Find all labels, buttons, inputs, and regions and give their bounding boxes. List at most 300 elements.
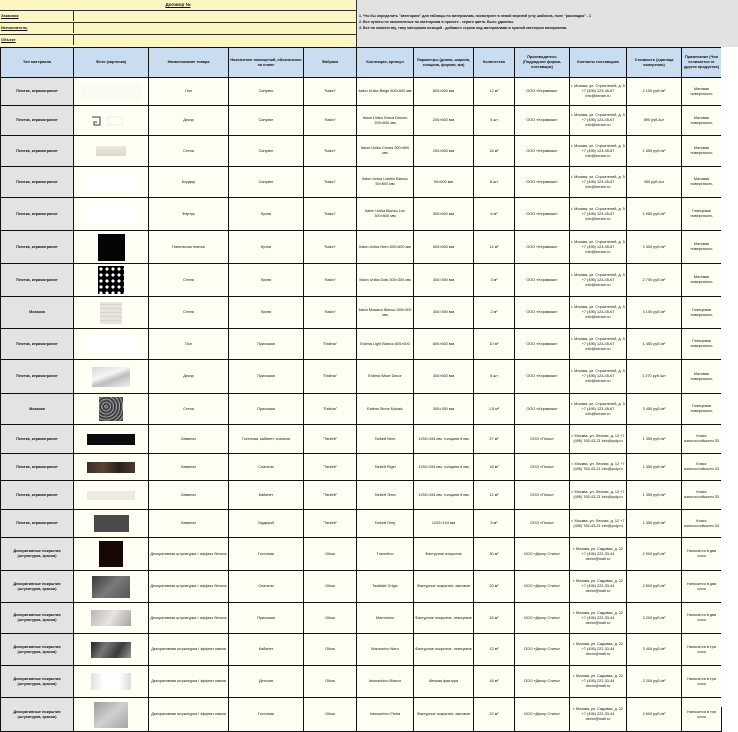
cell-qty[interactable]: 12 м² xyxy=(474,634,515,666)
cell-contacts[interactable]: г. Москва, ул. Строителей, д. 5 +7 (495) 123-45-67 info@keram.ru xyxy=(570,106,627,136)
cell-category[interactable]: Плитка, керамогранит xyxy=(1,454,74,481)
cell-name[interactable]: Ламинат xyxy=(149,481,229,510)
material-photo xyxy=(99,541,123,567)
photo-cell[interactable] xyxy=(74,538,149,571)
cell-name[interactable]: Фартук xyxy=(149,198,229,231)
cell-collection[interactable]: Italon Unika Dots 300×300 мм xyxy=(357,264,414,297)
table-row xyxy=(1,538,722,571)
cell-room[interactable]: Кухня xyxy=(229,231,304,264)
cell-room[interactable]: Кабинет xyxy=(229,481,304,510)
cell-qty[interactable]: 8 шт xyxy=(474,167,515,198)
cell-params[interactable]: Фактурное покрытие, глянцевое xyxy=(414,603,474,634)
photo-cell[interactable] xyxy=(74,394,149,425)
cell-factory[interactable]: "Estima" xyxy=(304,394,357,425)
cell-name[interactable]: Ламинат xyxy=(149,454,229,481)
cell-price[interactable]: 1 980 руб./м² xyxy=(627,198,682,231)
column-header: Стоимость (единица измерения) xyxy=(627,48,682,78)
cell-price[interactable]: 1 650 руб./м² xyxy=(627,136,682,167)
cell-supplier[interactable]: ООО «Декор Стиль» xyxy=(515,603,570,634)
cell-name[interactable]: Декор xyxy=(149,106,229,136)
photo-cell[interactable] xyxy=(74,634,149,666)
cell-name[interactable]: Напольная плитка xyxy=(149,231,229,264)
photo-cell[interactable] xyxy=(74,454,149,481)
cell-category[interactable]: Плитка, керамогранит xyxy=(1,264,74,297)
photo-cell[interactable] xyxy=(74,510,149,538)
cell-collection[interactable]: Marmorino Nero xyxy=(357,634,414,666)
cell-note[interactable]: Наносится в два слоя xyxy=(682,603,722,634)
cell-params[interactable]: Мелкая фактура xyxy=(414,666,474,698)
cell-factory[interactable]: Oikos xyxy=(304,538,357,571)
contractor-field[interactable] xyxy=(73,23,357,33)
cell-qty[interactable]: 6 шт xyxy=(474,360,515,394)
cell-category[interactable]: Мозаика xyxy=(1,394,74,425)
cell-room[interactable]: Гостиная, кабинет, спальня xyxy=(229,425,304,454)
cell-contacts[interactable]: г. Москва, ул. Строителей, д. 5 +7 (495) 123-45-67 info@keram.ru xyxy=(570,136,627,167)
cell-contacts[interactable]: г. Москва, ул. Строителей, д. 5 +7 (495) 123-45-67 info@keram.ru xyxy=(570,360,627,394)
cell-params[interactable]: 1292×194 мм, толщина 8 мм xyxy=(414,425,474,454)
cell-name[interactable]: Декоративная штукатурка / эффект бетона xyxy=(149,571,229,603)
cell-contacts[interactable]: г. Москва, ул. Садовая, д. 22 +7 (495) 222-33-44 decor@mail.ru xyxy=(570,666,627,698)
cell-collection[interactable]: Estima Stone Mosaic xyxy=(357,394,414,425)
cell-name[interactable]: Стена xyxy=(149,297,229,329)
cell-supplier[interactable]: ООО «Полы» xyxy=(515,510,570,538)
cell-category[interactable]: Плитка, керамогранит xyxy=(1,136,74,167)
cell-category[interactable]: Плитка, керамогранит xyxy=(1,198,74,231)
cell-supplier[interactable]: ООО «Керамика» xyxy=(515,264,570,297)
table-row xyxy=(1,297,722,329)
cell-qty[interactable]: 15 м² xyxy=(474,603,515,634)
cell-room[interactable]: Спальня xyxy=(229,571,304,603)
cell-category[interactable]: Плитка, керамогранит xyxy=(1,231,74,264)
cell-note[interactable]: Наносится в два слоя xyxy=(682,571,722,603)
photo-cell[interactable] xyxy=(74,329,149,360)
sheet-margin xyxy=(721,47,738,707)
column-header: Контакты поставщика xyxy=(570,48,627,78)
cell-factory[interactable]: "Tarkett" xyxy=(304,510,357,538)
cell-collection[interactable]: Tarkett Nero xyxy=(357,425,414,454)
cell-supplier[interactable]: ООО «Керамика» xyxy=(515,106,570,136)
cell-contacts[interactable]: г. Москва, ул. Строителей, д. 5 +7 (495) 123-45-67 info@keram.ru xyxy=(570,198,627,231)
cell-note[interactable]: Глянцевая поверхность xyxy=(682,297,722,329)
photo-cell[interactable] xyxy=(74,136,149,167)
material-photo xyxy=(94,702,128,728)
cell-note[interactable]: Класс износостойкости 33 xyxy=(682,481,722,510)
material-photo xyxy=(92,367,130,387)
cell-name[interactable]: Декор xyxy=(149,360,229,394)
cell-factory[interactable]: Oikos xyxy=(304,698,357,732)
document-header xyxy=(0,0,356,47)
cell-factory[interactable]: "Italon" xyxy=(304,264,357,297)
cell-name[interactable]: Пол xyxy=(149,329,229,360)
photo-cell[interactable] xyxy=(74,603,149,634)
cell-price[interactable]: 450 руб./шт xyxy=(627,167,682,198)
cell-supplier[interactable]: ООО «Керамика» xyxy=(515,78,570,106)
table-row xyxy=(1,360,722,394)
cell-category[interactable]: Декоративные покрытия (штукатурка, краски) xyxy=(1,538,74,571)
cell-qty[interactable]: 2 м² xyxy=(474,297,515,329)
cell-category[interactable]: Плитка, керамогранит xyxy=(1,481,74,510)
cell-supplier[interactable]: ООО «Полы» xyxy=(515,481,570,510)
cell-supplier[interactable]: ООО «Полы» xyxy=(515,425,570,454)
cell-room[interactable]: Кухня xyxy=(229,198,304,231)
instructions-panel xyxy=(356,0,738,47)
cell-params[interactable]: 1292×194 мм, толщина 8 мм xyxy=(414,454,474,481)
table-row xyxy=(1,481,722,510)
photo-cell[interactable] xyxy=(74,167,149,198)
material-photo xyxy=(92,576,130,598)
cell-supplier[interactable]: ООО «Керамика» xyxy=(515,394,570,425)
photo-cell[interactable] xyxy=(74,481,149,510)
cell-params[interactable]: 200×600 мм xyxy=(414,106,474,136)
material-photo xyxy=(91,610,131,626)
table-row xyxy=(1,454,722,481)
material-photo xyxy=(91,642,131,658)
cell-category[interactable]: Декоративные покрытия (штукатурка, краски) xyxy=(1,571,74,603)
table-row xyxy=(1,231,722,264)
cell-contacts[interactable]: г. Москва, ул. Садовая, д. 22 +7 (495) 222-33-44 decor@mail.ru xyxy=(570,698,627,732)
cell-name[interactable]: Стена xyxy=(149,136,229,167)
cell-params[interactable]: 600×600 мм xyxy=(414,329,474,360)
cell-price[interactable]: 2 500 руб./м² xyxy=(627,571,682,603)
materials-table xyxy=(0,47,722,732)
cell-qty[interactable]: 3 м² xyxy=(474,264,515,297)
cell-note[interactable]: Матовая поверхность xyxy=(682,136,722,167)
cell-collection[interactable]: Travertino xyxy=(357,538,414,571)
table-row xyxy=(1,603,722,634)
cell-category[interactable]: Декоративные покрытия (штукатурка, краски) xyxy=(1,603,74,634)
table-row xyxy=(1,106,722,136)
cell-price[interactable]: 890 руб./шт xyxy=(627,106,682,136)
cell-price[interactable]: 1 350 руб./м² xyxy=(627,510,682,538)
cell-contacts[interactable]: г. Москва, ул. Лесная, д. 12 +7 (495) 765-43-21 info@poly.ru xyxy=(570,425,627,454)
cell-name[interactable]: Декоративная штукатурка / эффект бетона xyxy=(149,538,229,571)
cell-factory[interactable]: Oikos xyxy=(304,571,357,603)
cell-contacts[interactable]: г. Москва, ул. Строителей, д. 5 +7 (495) 123-45-67 info@keram.ru xyxy=(570,329,627,360)
cell-category[interactable]: Декоративные покрытия (штукатурка, краски) xyxy=(1,698,74,732)
cell-params[interactable]: Фактурное покрытие xyxy=(414,538,474,571)
cell-note[interactable]: Матовая поверхность xyxy=(682,167,722,198)
cell-supplier[interactable]: ООО «Декор Стиль» xyxy=(515,538,570,571)
column-header: Примечание (Чем отличается от других продуктов) xyxy=(682,48,722,78)
cell-collection[interactable]: Italon Unika Bianco Lux 300×600 мм xyxy=(357,198,414,231)
cell-price[interactable]: 2 400 руб./м² xyxy=(627,231,682,264)
cell-factory[interactable]: "Italon" xyxy=(304,167,357,198)
cell-qty[interactable]: 20 м² xyxy=(474,571,515,603)
cell-contacts[interactable]: г. Москва, ул. Лесная, д. 12 +7 (495) 765-43-21 info@poly.ru xyxy=(570,510,627,538)
cell-contacts[interactable]: г. Москва, ул. Лесная, д. 12 +7 (495) 765-43-21 info@poly.ru xyxy=(570,481,627,510)
cell-name[interactable]: Декоративная штукатурка / эффект бетона xyxy=(149,603,229,634)
cell-note[interactable]: Наносится в три слоя xyxy=(682,698,722,732)
cell-factory[interactable]: "Italon" xyxy=(304,136,357,167)
cell-price[interactable]: 2 700 руб./м² xyxy=(627,264,682,297)
cell-params[interactable]: 600×600 мм xyxy=(414,78,474,106)
cell-qty[interactable]: 4 шт xyxy=(474,106,515,136)
cell-note[interactable]: Матовая поверхность xyxy=(682,360,722,394)
cell-note[interactable]: Матовая поверхность xyxy=(682,106,722,136)
cell-factory[interactable]: "Italon" xyxy=(304,198,357,231)
cell-price[interactable]: 3 100 руб./м² xyxy=(627,297,682,329)
cell-name[interactable]: Декоративная штукатурка / эффект камня xyxy=(149,698,229,732)
cell-qty[interactable]: 16 м² xyxy=(474,454,515,481)
cell-name[interactable]: Ламинат xyxy=(149,425,229,454)
cell-supplier[interactable]: ООО «Декор Стиль» xyxy=(515,698,570,732)
cell-factory[interactable]: "Italon" xyxy=(304,231,357,264)
cell-room[interactable]: Гостиная xyxy=(229,538,304,571)
cell-price[interactable]: 3 400 руб./м² xyxy=(627,634,682,666)
cell-qty[interactable]: 14 м² xyxy=(474,231,515,264)
cell-price[interactable]: 2 200 руб./м² xyxy=(627,666,682,698)
cell-room[interactable]: Спальня xyxy=(229,454,304,481)
cell-supplier[interactable]: ООО «Керамика» xyxy=(515,167,570,198)
cell-params[interactable]: 300×600 мм xyxy=(414,360,474,394)
cell-price[interactable]: 2 900 руб./м² xyxy=(627,538,682,571)
cell-qty[interactable]: 5 м² xyxy=(474,510,515,538)
cell-collection[interactable]: Marmorino xyxy=(357,603,414,634)
cell-note[interactable]: Глянцевая поверхность xyxy=(682,329,722,360)
table-row xyxy=(1,634,722,666)
cell-room[interactable]: Кухня xyxy=(229,264,304,297)
object-field[interactable] xyxy=(73,35,357,45)
photo-cell[interactable] xyxy=(74,106,149,136)
cell-price[interactable]: 3 450 руб./м² xyxy=(627,394,682,425)
cell-category[interactable]: Декоративные покрытия (штукатурка, краски) xyxy=(1,666,74,698)
cell-contacts[interactable]: г. Москва, ул. Садовая, д. 22 +7 (495) 222-33-44 decor@mail.ru xyxy=(570,634,627,666)
cell-factory[interactable]: Oikos xyxy=(304,666,357,698)
cell-category[interactable]: Плитка, керамогранит xyxy=(1,360,74,394)
cell-price[interactable]: 1 270 руб./шт xyxy=(627,360,682,394)
cell-supplier[interactable]: ООО «Керамика» xyxy=(515,231,570,264)
table-row xyxy=(1,167,722,198)
cell-contacts[interactable]: г. Москва, ул. Строителей, д. 5 +7 (495) 123-45-67 info@keram.ru xyxy=(570,394,627,425)
photo-cell[interactable] xyxy=(74,231,149,264)
cell-room[interactable]: Прихожая xyxy=(229,394,304,425)
cell-supplier[interactable]: ООО «Керамика» xyxy=(515,136,570,167)
cell-params[interactable]: 300×300 мм xyxy=(414,394,474,425)
cell-note[interactable]: Матовая поверхность xyxy=(682,231,722,264)
meta-label: Заказчик xyxy=(1,13,19,18)
cell-qty[interactable]: 27 м² xyxy=(474,425,515,454)
table-row xyxy=(1,198,722,231)
cell-qty[interactable]: 18 м² xyxy=(474,136,515,167)
cell-factory[interactable]: "Italon" xyxy=(304,297,357,329)
cell-price[interactable]: 1 350 руб./м² xyxy=(627,481,682,510)
cell-category[interactable]: Декоративные покрытия (штукатурка, краски) xyxy=(1,634,74,666)
cell-category[interactable]: Плитка, керамогранит xyxy=(1,510,74,538)
cell-name[interactable]: Стена xyxy=(149,264,229,297)
cell-price[interactable]: 2 600 руб./м² xyxy=(627,698,682,732)
cell-params[interactable]: 300×300 мм xyxy=(414,264,474,297)
cell-params[interactable]: Фактурное покрытие, глянцевое xyxy=(414,634,474,666)
cell-name[interactable]: Бордюр xyxy=(149,167,229,198)
cell-contacts[interactable]: г. Москва, ул. Садовая, д. 22 +7 (495) 222-33-44 decor@mail.ru xyxy=(570,538,627,571)
cell-params[interactable]: Фактурное покрытие, матовое xyxy=(414,571,474,603)
material-photo xyxy=(87,491,135,500)
photo-cell[interactable] xyxy=(74,571,149,603)
material-photo xyxy=(100,302,122,324)
cell-factory[interactable]: "Estima" xyxy=(304,360,357,394)
photo-cell[interactable] xyxy=(74,198,149,231)
cell-supplier[interactable]: ООО «Декор Стиль» xyxy=(515,666,570,698)
photo-cell[interactable] xyxy=(74,264,149,297)
cell-factory[interactable]: Oikos xyxy=(304,603,357,634)
cell-qty[interactable]: 12 м² xyxy=(474,481,515,510)
cell-collection[interactable]: Estima Wave Decor xyxy=(357,360,414,394)
cell-price[interactable]: 1 350 руб./м² xyxy=(627,454,682,481)
cell-collection[interactable]: Intonachino Pietra xyxy=(357,698,414,732)
cell-collection[interactable]: Italon Unika Greca Decoro 200×600 мм xyxy=(357,106,414,136)
cell-supplier[interactable]: ООО «Полы» xyxy=(515,454,570,481)
cell-qty[interactable]: 10 м² xyxy=(474,329,515,360)
cell-note[interactable]: Класс износостойкости 33 xyxy=(682,454,722,481)
cell-params[interactable]: 1292×194 мм, толщина 8 мм xyxy=(414,481,474,510)
cell-supplier[interactable]: ООО «Декор Стиль» xyxy=(515,634,570,666)
cell-price[interactable]: 1 450 руб./м² xyxy=(627,329,682,360)
cell-note[interactable]: Глянцевая поверхность xyxy=(682,394,722,425)
cell-note[interactable]: Класс износостойкости 33 xyxy=(682,510,722,538)
table-header-row xyxy=(1,48,722,78)
cell-supplier[interactable]: ООО «Керамика» xyxy=(515,329,570,360)
cell-contacts[interactable]: г. Москва, ул. Строителей, д. 5 +7 (495) 123-45-67 info@keram.ru xyxy=(570,231,627,264)
cell-note[interactable]: Матовая поверхность xyxy=(682,78,722,106)
cell-collection[interactable]: Italon Mosaico Bianco 300×300 мм xyxy=(357,297,414,329)
cell-factory[interactable]: Oikos xyxy=(304,634,357,666)
table-row xyxy=(1,571,722,603)
cell-contacts[interactable]: г. Москва, ул. Лесная, д. 12 +7 (495) 765-43-21 info@poly.ru xyxy=(570,454,627,481)
cell-category[interactable]: Плитка, керамогранит xyxy=(1,106,74,136)
cell-collection[interactable]: Tadelakt Grigio xyxy=(357,571,414,603)
cell-collection[interactable]: Intonachino Bianco xyxy=(357,666,414,698)
photo-cell[interactable] xyxy=(74,297,149,329)
cell-qty[interactable]: 1,5 м² xyxy=(474,394,515,425)
cell-name[interactable]: Декоративная штукатурка / эффект камня xyxy=(149,666,229,698)
cell-category[interactable]: Плитка, керамогранит xyxy=(1,78,74,106)
photo-cell[interactable] xyxy=(74,360,149,394)
cell-params[interactable]: 600×600 мм xyxy=(414,231,474,264)
cell-room[interactable]: Детская xyxy=(229,666,304,698)
cell-contacts[interactable]: г. Москва, ул. Строителей, д. 5 +7 (495) 123-45-67 info@keram.ru xyxy=(570,297,627,329)
cell-room[interactable]: Гостиная xyxy=(229,698,304,732)
instruction-note: 2. Все пункты не заполненные по категориям в проекте - серого цвета. Быть удалены. xyxy=(359,20,515,24)
cell-name[interactable]: Декоративная штукатурка / эффект камня xyxy=(149,634,229,666)
cell-price[interactable]: 2 100 руб./м² xyxy=(627,78,682,106)
table-row xyxy=(1,698,722,732)
cell-collection[interactable]: Italon Unika Listello Bianco 50×600 мм xyxy=(357,167,414,198)
table-row xyxy=(1,510,722,538)
cell-name[interactable]: Ламинат xyxy=(149,510,229,538)
cell-category[interactable]: Мозаика xyxy=(1,297,74,329)
photo-cell[interactable] xyxy=(74,425,149,454)
cell-contacts[interactable]: г. Москва, ул. Строителей, д. 5 +7 (495) 123-45-67 info@keram.ru xyxy=(570,167,627,198)
cell-room[interactable]: Прихожая xyxy=(229,603,304,634)
cell-contacts[interactable]: г. Москва, ул. Строителей, д. 5 +7 (495) 123-45-67 info@keram.ru xyxy=(570,78,627,106)
cell-collection[interactable]: Tarkett Rigel xyxy=(357,454,414,481)
cell-supplier[interactable]: ООО «Декор Стиль» xyxy=(515,571,570,603)
cell-collection[interactable]: Italon Unika Beige 600×600 мм xyxy=(357,78,414,106)
photo-cell[interactable] xyxy=(74,698,149,732)
cell-params[interactable]: 50×600 мм xyxy=(414,167,474,198)
cell-room[interactable]: Санузел xyxy=(229,136,304,167)
material-photo xyxy=(91,673,131,690)
cell-room[interactable]: Прихожая xyxy=(229,329,304,360)
cell-qty[interactable]: 30 м² xyxy=(474,538,515,571)
meta-row-object xyxy=(0,34,356,47)
cell-collection[interactable]: Tarkett Grey xyxy=(357,510,414,538)
cell-room[interactable]: Прихожая xyxy=(229,360,304,394)
table-row xyxy=(1,425,722,454)
cell-qty[interactable]: 22 м² xyxy=(474,698,515,732)
cell-params[interactable]: 300×600 мм xyxy=(414,198,474,231)
cell-price[interactable]: 3 200 руб./м² xyxy=(627,603,682,634)
cell-supplier[interactable]: ООО «Керамика» xyxy=(515,360,570,394)
column-header: Производитель (Подрядчик/ фирма-поставщик) xyxy=(515,48,570,78)
cell-qty[interactable]: 12 м² xyxy=(474,78,515,106)
cell-params[interactable]: Фактурное покрытие, матовое xyxy=(414,698,474,732)
cell-note[interactable]: Класс износостойкости 33 xyxy=(682,425,722,454)
cell-room[interactable]: Кабинет xyxy=(229,634,304,666)
cell-qty[interactable]: 18 м² xyxy=(474,666,515,698)
material-photo xyxy=(84,204,139,224)
material-photo xyxy=(96,146,126,156)
cell-factory[interactable]: "Tarkett" xyxy=(304,481,357,510)
table-row xyxy=(1,394,722,425)
cell-category[interactable]: Плитка, керамогранит xyxy=(1,167,74,198)
cell-name[interactable]: Стена xyxy=(149,394,229,425)
meta-label: Объект xyxy=(1,37,16,42)
cell-factory[interactable]: "Italon" xyxy=(304,106,357,136)
cell-contacts[interactable]: г. Москва, ул. Садовая, д. 22 +7 (495) 222-33-44 decor@mail.ru xyxy=(570,603,627,634)
cell-contacts[interactable]: г. Москва, ул. Строителей, д. 5 +7 (495) 123-45-67 info@keram.ru xyxy=(570,264,627,297)
cell-collection[interactable]: Tarkett Terra xyxy=(357,481,414,510)
cell-note[interactable]: Наносится в три слоя xyxy=(682,666,722,698)
cell-category[interactable]: Плитка, керамогранит xyxy=(1,425,74,454)
table-row xyxy=(1,329,722,360)
cell-price[interactable]: 1 350 руб./м² xyxy=(627,425,682,454)
cell-params[interactable]: 1292×194 мм xyxy=(414,510,474,538)
cell-params[interactable]: 200×600 мм xyxy=(414,136,474,167)
cell-note[interactable]: Наносится в два слоя xyxy=(682,538,722,571)
cell-note[interactable]: Матовая поверхность xyxy=(682,264,722,297)
cell-note[interactable]: Наносится в три слоя xyxy=(682,634,722,666)
column-header: Тип материала xyxy=(1,48,74,78)
cell-factory[interactable]: "Tarkett" xyxy=(304,425,357,454)
cell-collection[interactable]: Italon Unika Nero 600×600 мм xyxy=(357,231,414,264)
cell-collection[interactable]: Italon Unika Crema 200×600 мм xyxy=(357,136,414,167)
contract-title: Договор № xyxy=(165,2,191,7)
cell-category[interactable]: Плитка, керамогранит xyxy=(1,329,74,360)
cell-room[interactable]: Санузел xyxy=(229,78,304,106)
cell-collection[interactable]: Estima Light Bianco 600×600 xyxy=(357,329,414,360)
cell-qty[interactable]: 6 м² xyxy=(474,198,515,231)
customer-field[interactable] xyxy=(73,11,357,21)
cell-room[interactable]: Кухня xyxy=(229,297,304,329)
cell-factory[interactable]: "Estima" xyxy=(304,329,357,360)
cell-factory[interactable]: "Italon" xyxy=(304,78,357,106)
cell-supplier[interactable]: ООО «Керамика» xyxy=(515,297,570,329)
cell-contacts[interactable]: г. Москва, ул. Садовая, д. 22 +7 (495) 222-33-44 decor@mail.ru xyxy=(570,571,627,603)
cell-factory[interactable]: "Tarkett" xyxy=(304,454,357,481)
photo-cell[interactable] xyxy=(74,666,149,698)
material-photo xyxy=(99,397,123,421)
cell-name[interactable]: Пол xyxy=(149,78,229,106)
table-row xyxy=(1,264,722,297)
cell-room[interactable]: Санузел xyxy=(229,106,304,136)
photo-cell[interactable] xyxy=(74,78,149,106)
cell-room[interactable]: Санузел xyxy=(229,167,304,198)
cell-room[interactable]: Гардероб xyxy=(229,510,304,538)
cell-params[interactable]: 300×300 мм xyxy=(414,297,474,329)
cell-note[interactable]: Глянцевая поверхность xyxy=(682,198,722,231)
cell-supplier[interactable]: ООО «Керамика» xyxy=(515,198,570,231)
